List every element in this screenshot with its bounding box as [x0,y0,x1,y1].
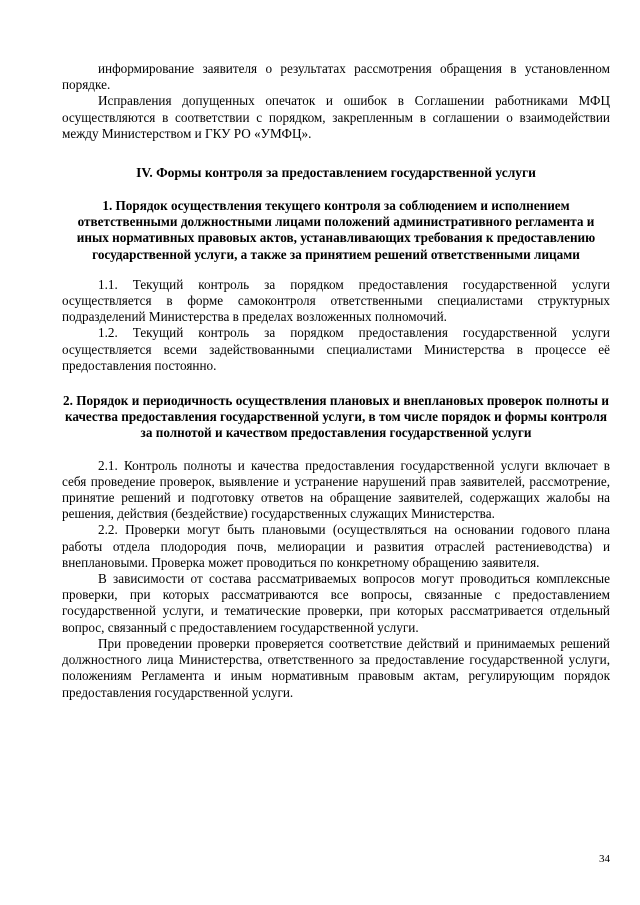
paragraph-1-2: 1.2. Текущий контроль за порядком предоставления государственной услуги осуществляется всеми задействованными специалистами Министерства в процессе её предоставления постоянно. [62,325,610,373]
page-number: 34 [599,853,610,865]
paragraph-check-compliance: При проведении проверки проверяется соответствие действий и принимаемых решений должностного лица Министерства, ответственного за предоставление государственной услуги, положениям Регламента и иным нормативным правовым актам, регулирующим порядок предоставления государственной услуги. [62,635,610,700]
subsection-1-title: 1. Порядок осуществления текущего контроля за соблюдением и исполнением ответственными должностными лицами положений административного регламента и иных нормативных правовых актов, устанавливающих требования к предоставлению государственной услуги, а также за принятием решений ответственными лицами [76,198,596,262]
paragraph-corrections: Исправления допущенных опечаток и ошибок в Соглашении работниками МФЦ осуществляются в соответствии с порядком, закрепленным в соглашении о взаимодействии между Министерством и ГКУ РО «УМФЦ». [62,93,610,141]
paragraph-check-types: В зависимости от состава рассматриваемых вопросов могут проводиться комплексные проверки, при которых рассматриваются все вопросы, связанные с предоставлением государственной услуги, и тематические проверки, при которых рассматривается отдельный вопрос, связанный с предоставлением государственной услуги. [62,571,610,635]
paragraph-informing: информирование заявителя о результатах рассмотрения обращения в установленном порядке. [62,61,610,93]
paragraph-2-1: 2.1. Контроль полноты и качества предоставления государственной услуги включает в себя проведение проверок, выявление и устранение нарушений прав заявителей, рассмотрение, принятие решений и подготовку ответов на обращение заявителей, содержащих жалобы на решения, действия (бездействие) государственных служащих Министерства. [62,457,610,522]
paragraph-1-1: 1.1. Текущий контроль за порядком предоставления государственной услуги осуществляется в форме самоконтроля ответственными специалистами структурных подразделений Министерства в пределах возложенных полномочий. [62,276,610,325]
page-content [62,61,610,701]
section-title: IV. Формы контроля за предоставлением государственной услуги [136,165,536,181]
subsection-2-title: 2. Порядок и периодичность осуществления плановых и внеплановых проверок полноты и качества предоставления государственной услуги, в том числе порядок и формы контроля за полнотой и качеством предоставления государственной услуги [63,393,609,441]
paragraph-2-2: 2.2. Проверки могут быть плановыми (осуществляться на основании годового плана работы отдела плодородия почв, мелиорации и развития отраслей растениеводства) и внеплановыми. Проверка может проводиться по конкретному обращению заявителя. [62,522,610,570]
